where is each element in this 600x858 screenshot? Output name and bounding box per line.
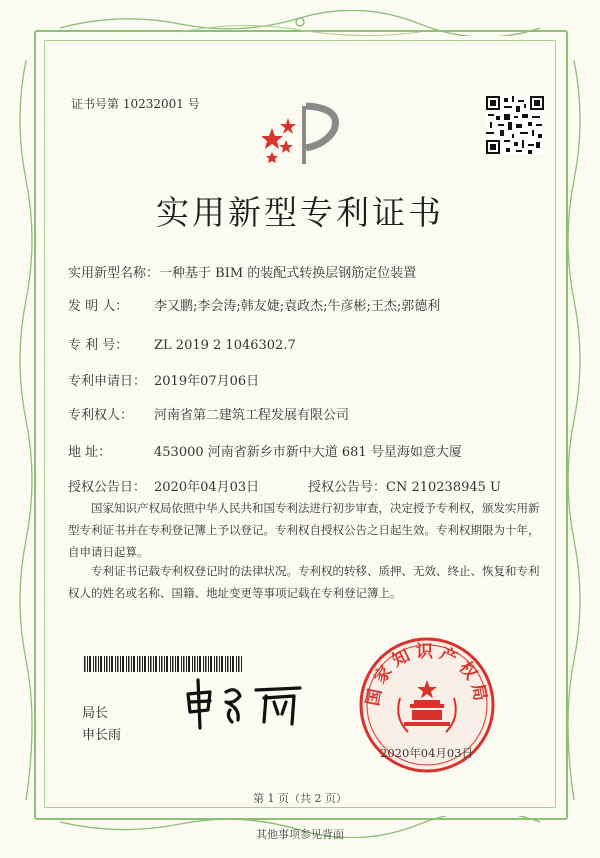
patent-number-label: 专 利 号： — [68, 338, 129, 353]
barcode-icon — [84, 656, 244, 672]
bureau-director-name: 申长雨 — [82, 728, 122, 743]
grant-date-label: 授权公告日： — [68, 480, 147, 495]
certificate-title: 实用新型专利证书 — [156, 193, 444, 232]
bureau-title: 局长 — [82, 706, 109, 721]
utility-name-row — [68, 262, 416, 281]
grant-statement-paragraph: 国家知识产权局依照中华人民共和国专利法进行初步审查，决定授予专利权，颁发实用新型专利证书并在专利登记簿上予以登记。专利权自授权公告之日起生效。专利权期限为十年，自申请日起算。 — [68, 501, 540, 559]
address-label: 地 址： — [68, 445, 112, 460]
grant-date-value: 2020年04月03日 — [154, 480, 260, 495]
filing-date-label: 专利申请日： — [68, 374, 147, 389]
right-ornament — [566, 60, 588, 800]
filing-date-value: 2019年07月06日 — [154, 374, 260, 389]
inventor-label: 发 明 人： — [68, 299, 129, 314]
filing-date-row — [68, 370, 259, 389]
patent-holder-label: 专利权人： — [68, 408, 134, 423]
patent-holder-row — [68, 404, 349, 423]
director-signature — [182, 676, 308, 732]
seal-text: 国家知识产权局 — [363, 642, 491, 708]
back-note: 其他事项参见背面 — [256, 828, 344, 841]
certificate-number — [71, 95, 200, 112]
grant-number-label: 授权公告号： — [308, 480, 387, 495]
cert-no-value: 10232001 — [122, 97, 184, 111]
top-ornament — [60, 10, 540, 36]
grant-number-value: CN 210238945 U — [386, 480, 501, 495]
grant-number-row — [308, 476, 501, 495]
seal-date: 2020年04月03日 — [380, 746, 474, 760]
patent-number-value: ZL 2019 2 1046302.7 — [154, 338, 296, 353]
legal-status-paragraph: 专利证书记载专利权登记时的法律状况。专利权的转移、质押、无效、终止、恢复和专利权人的姓名或名称、国籍、地址变更等事项记载在专利登记簿上。 — [68, 564, 540, 600]
inventor-row — [68, 295, 440, 314]
patent-holder-value: 河南省第二建筑工程发展有限公司 — [154, 408, 350, 423]
patent-number-row — [68, 334, 296, 353]
address-value: 453000 河南省新乡市新中大道 681 号星海如意大厦 — [154, 445, 462, 460]
utility-name-value: 一种基于 BIM 的装配式转换层钢筋定位装置 — [159, 266, 417, 281]
cnipa-logo-icon — [262, 100, 352, 170]
cert-no-label: 证书号第 — [71, 97, 120, 111]
page-number: 第 1 页（共 2 页） — [253, 792, 347, 805]
utility-name-label: 实用新型名称： — [68, 266, 160, 281]
qr-code-icon — [486, 96, 544, 154]
left-ornament — [12, 60, 34, 800]
cert-no-suffix: 号 — [187, 97, 200, 111]
inventor-value: 李又鹏;李会涛;韩友婕;袁政杰;牛彦彬;王杰;郭德利 — [154, 299, 441, 314]
address-row — [68, 441, 462, 460]
grant-date-row — [68, 476, 259, 495]
